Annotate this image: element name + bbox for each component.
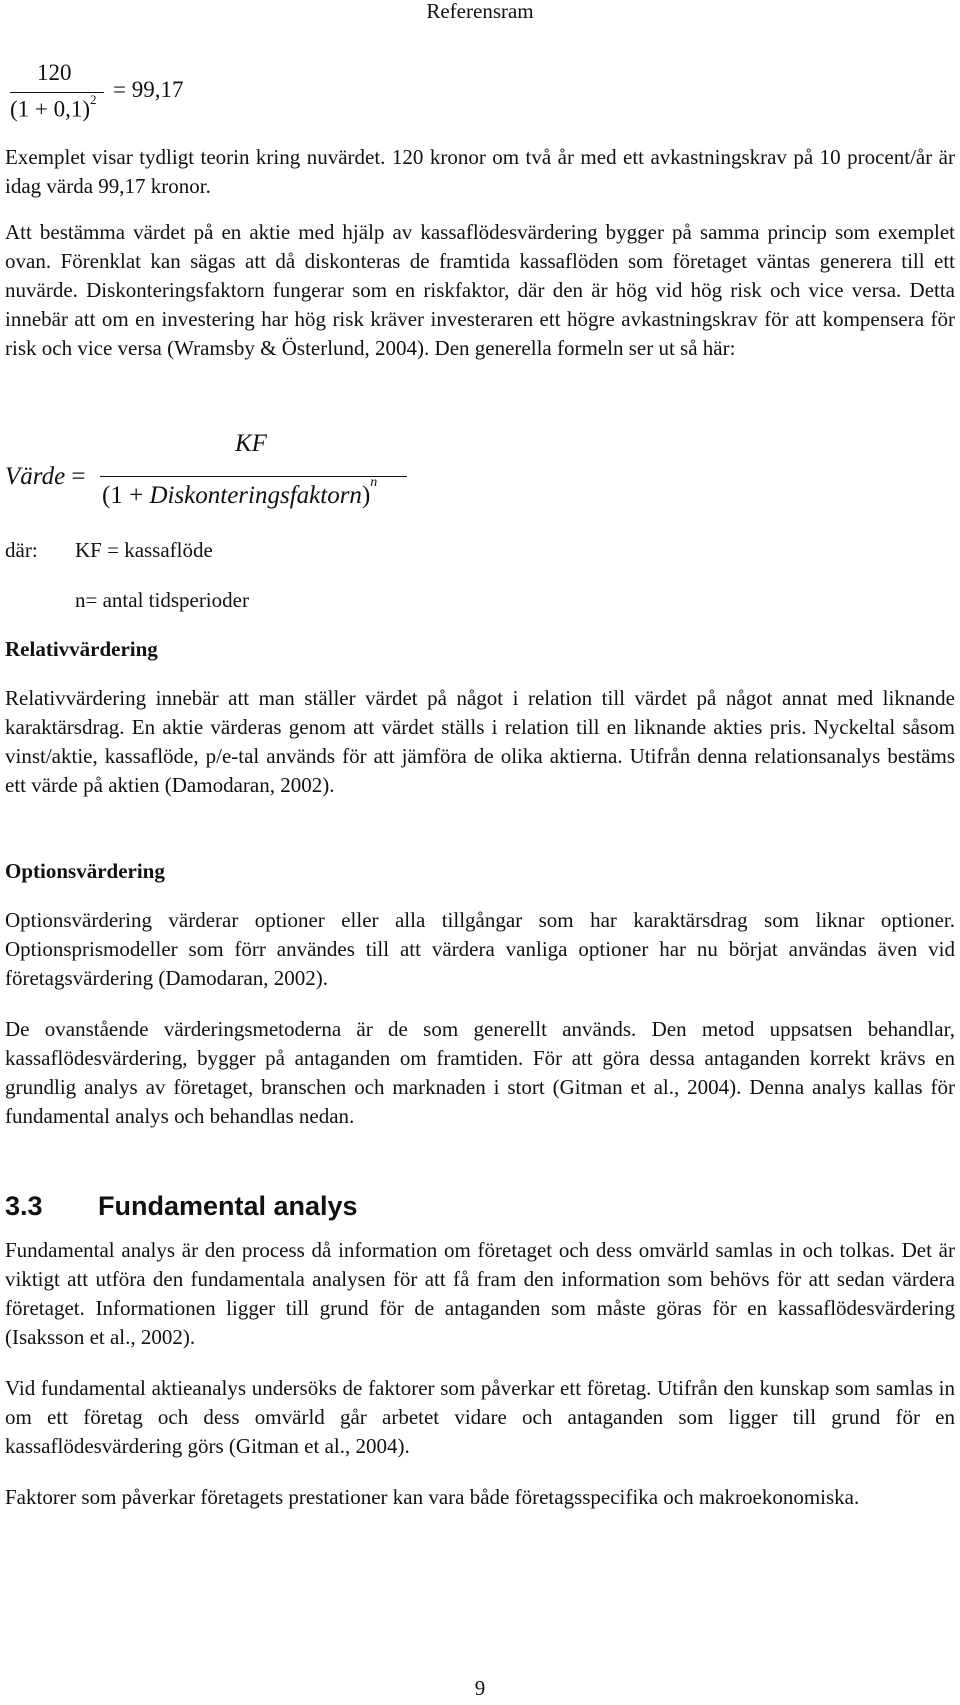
definition-kf: KF = kassaflöde [75,538,213,562]
heading-optionsvardering: Optionsvärdering [5,859,165,883]
paragraph: Vid fundamental aktieanalys undersöks de faktorer som påverkar ett företag. Utifrån den kunskap som samlas in om ett företag och dess omvärld går arbetet vidare och antaganden som ligger till grund för en kassaflödesvärdering görs (Gitman et al., 2004). [5,1376,955,1458]
definition-n: n= antal tidsperioder [75,588,249,612]
section-heading [5,1190,358,1222]
fraction-line [100,476,407,477]
equation-denominator: $(1 + 0,1)^2$ [10,92,97,122]
equation-numerator: 120 [37,60,72,85]
heading-relativvardering: Relativvärdering [5,637,158,661]
equation-exponent: n [370,474,378,490]
equation-exponent: 2 [90,92,97,107]
paragraph: Faktorer som påverkar företagets prestationer kan vara både företagsspecifika och makroekonomiska. [5,1485,860,1509]
definitions-label: där: [5,538,38,562]
paragraph: Optionsvärdering värderar optioner eller alla tillgångar som har karaktärsdrag som liknar optioner. Optionsprismodeller som förr användes till att värdera vanliga optioner har nu börjat användas även vid företagsvärdering (Damodaran, 2002). [5,908,955,990]
equation-lhs: Värde = [5,463,86,490]
paragraph: De ovanstående värderingsmetoderna är de som generellt används. Den metod uppsatsen behandlar, kassaflödesvärdering, bygger på antaganden om framtiden. För att göra dessa antaganden korrekt krävs en grundlig analys av företaget, branschen och marknaden i stort (Gitman et al., 2004). Denna analys kallas för fundamental analys och behandlas nedan. [5,1017,955,1128]
equation-numerator: KF [235,430,267,457]
paragraph: Att bestämma värdet på en aktie med hjälp av kassaflödesvärdering bygger på samma princip som exemplet ovan. Förenklat kan sägas att då diskonteras de framtida kassaflöden som företaget väntas generera till ett nuvärde. Diskonteringsfaktorn fungerar som en riskfaktor, där den är hög vid hög risk och vice versa. Detta innebär att om en investering har hög risk kräver investeraren ett högre avkastningskrav för att kompensera för risk och vice versa (Wramsby & Österlund, 2004). Den generella formeln ser ut så här: [5,220,955,360]
equation-result: = 99,17 [113,77,184,102]
section-title: Fundamental analys [98,1191,358,1221]
paragraph: Fundamental analys är den process då information om företaget och dess omvärld samlas in och tolkas. Det är viktigt att utföra den fundamentala analysen för att få fram den information som behövs för att sedan värdera företaget. Informationen ligger till grund för de antaganden som måste göras för en kassaflödesvärdering (Isaksson et al., 2002). [5,1238,955,1349]
equation-denominator: (1 + Diskonteringsfaktorn)$^n$ [102,474,378,509]
page-header: Referensram [426,0,534,23]
section-number: 3.3 [5,1191,43,1221]
paragraph: Exemplet visar tydligt teorin kring nuvärdet. 120 kronor om två år med ett avkastningskrav på 10 procent/år är idag värda 99,17 kronor. [5,145,955,198]
page-number: 9 [474,1676,486,1700]
paragraph: Relativvärdering innebär att man ställer värdet på något i relation till värdet på något annat med liknande karaktärsdrag. En aktie värderas genom att värdet ställs i relation till en liknande akties pris. Nyckeltal såsom vinst/aktie, kassaflöde, p/e-tal används för att jämföra de olika aktierna. Utifrån denna relationsanalys bestäms ett värde på aktien (Damodaran, 2002). [5,686,955,797]
